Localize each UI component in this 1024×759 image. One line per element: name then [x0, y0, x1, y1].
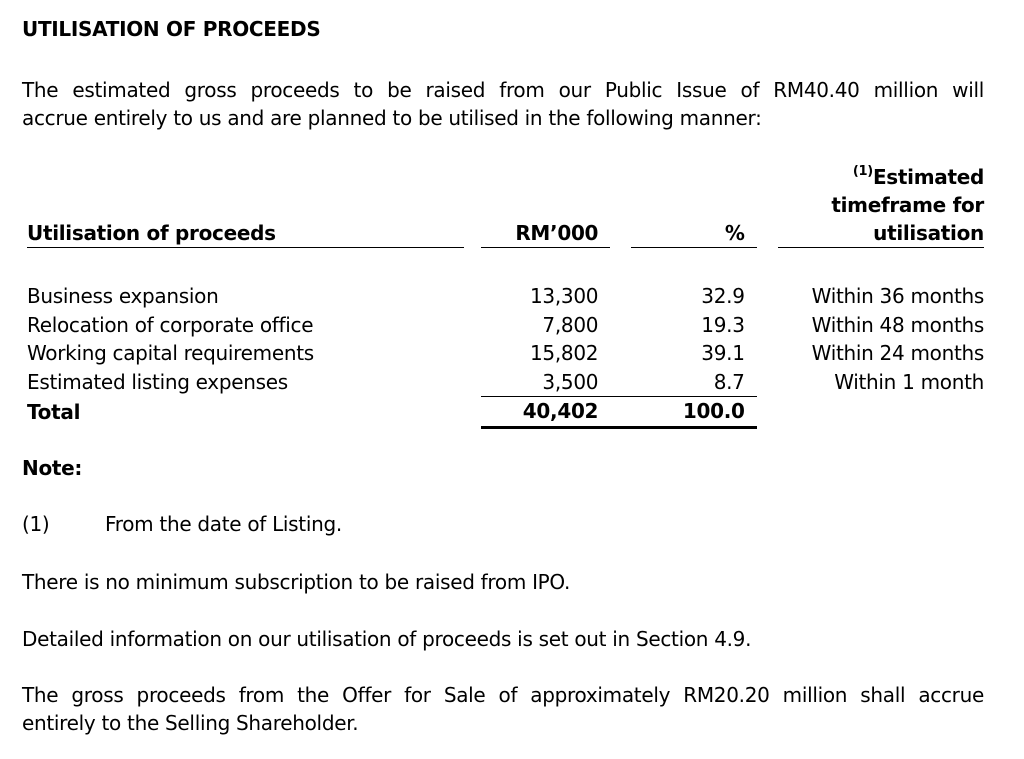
row-percent: 32.9: [701, 284, 745, 308]
row-description: Relocation of corporate office: [27, 312, 314, 337]
table-header-row: [27, 158, 984, 248]
header-percent: %: [631, 158, 756, 248]
table-row: [27, 368, 984, 397]
row-percent: 19.3: [701, 312, 745, 337]
row-description: Business expansion: [27, 284, 219, 308]
total-label: Total: [27, 399, 81, 424]
row-timeframe: Within 1 month: [834, 369, 984, 394]
header-rm000: RM’000: [481, 158, 610, 248]
note-text: From the date of Listing.: [105, 512, 342, 536]
intro-line-1: The estimated gross proceeds to be raised from our Public Issue of RM40.40 million will: [22, 78, 984, 102]
offer-line-2: entirely to the Selling Shareholder.: [22, 711, 359, 735]
note-item: [22, 512, 342, 536]
row-amount: 7,800: [542, 312, 599, 337]
row-description: Estimated listing expenses: [27, 369, 288, 394]
intro-line-2: accrue entirely to us and are planned to be utilised in the following manner:: [22, 106, 762, 130]
row-timeframe: Within 48 months: [811, 312, 984, 337]
header-utilisation: Utilisation of proceeds: [27, 158, 464, 248]
total-amount: 40,402: [481, 397, 610, 428]
row-description: Working capital requirements: [27, 341, 314, 365]
row-timeframe: Within 36 months: [811, 284, 984, 308]
total-row: [27, 397, 984, 428]
table-row: [27, 311, 984, 340]
table-row: [27, 339, 984, 368]
intro-paragraph: [22, 76, 984, 132]
section-heading: UTILISATION OF PROCEEDS: [22, 17, 321, 41]
header-timeframe: $^{(1)}$Estimated timeframe for utilisation: [778, 158, 984, 248]
row-amount: 3,500: [481, 368, 610, 397]
detailed-info-paragraph: Detailed information on our utilisation of proceeds is set out in Section 4.9.: [22, 627, 752, 651]
offer-for-sale-paragraph: [22, 681, 984, 737]
note-label: Note:: [22, 456, 83, 480]
note-marker: (1): [22, 512, 50, 536]
total-percent: 100.0: [631, 397, 756, 428]
footnote-marker: (1): [852, 164, 873, 179]
table-row: [27, 282, 984, 311]
row-amount: 15,802: [530, 341, 599, 365]
row-amount: 13,300: [530, 284, 599, 308]
offer-line-1: The gross proceeds from the Offer for Sale of approximately RM20.20 million shall accrue: [22, 683, 984, 707]
min-subscription-paragraph: There is no minimum subscription to be raised from IPO.: [22, 570, 571, 594]
row-percent: 39.1: [701, 341, 745, 365]
row-timeframe: Within 24 months: [811, 341, 984, 365]
proceeds-table: [27, 158, 984, 429]
row-percent: 8.7: [631, 368, 756, 397]
